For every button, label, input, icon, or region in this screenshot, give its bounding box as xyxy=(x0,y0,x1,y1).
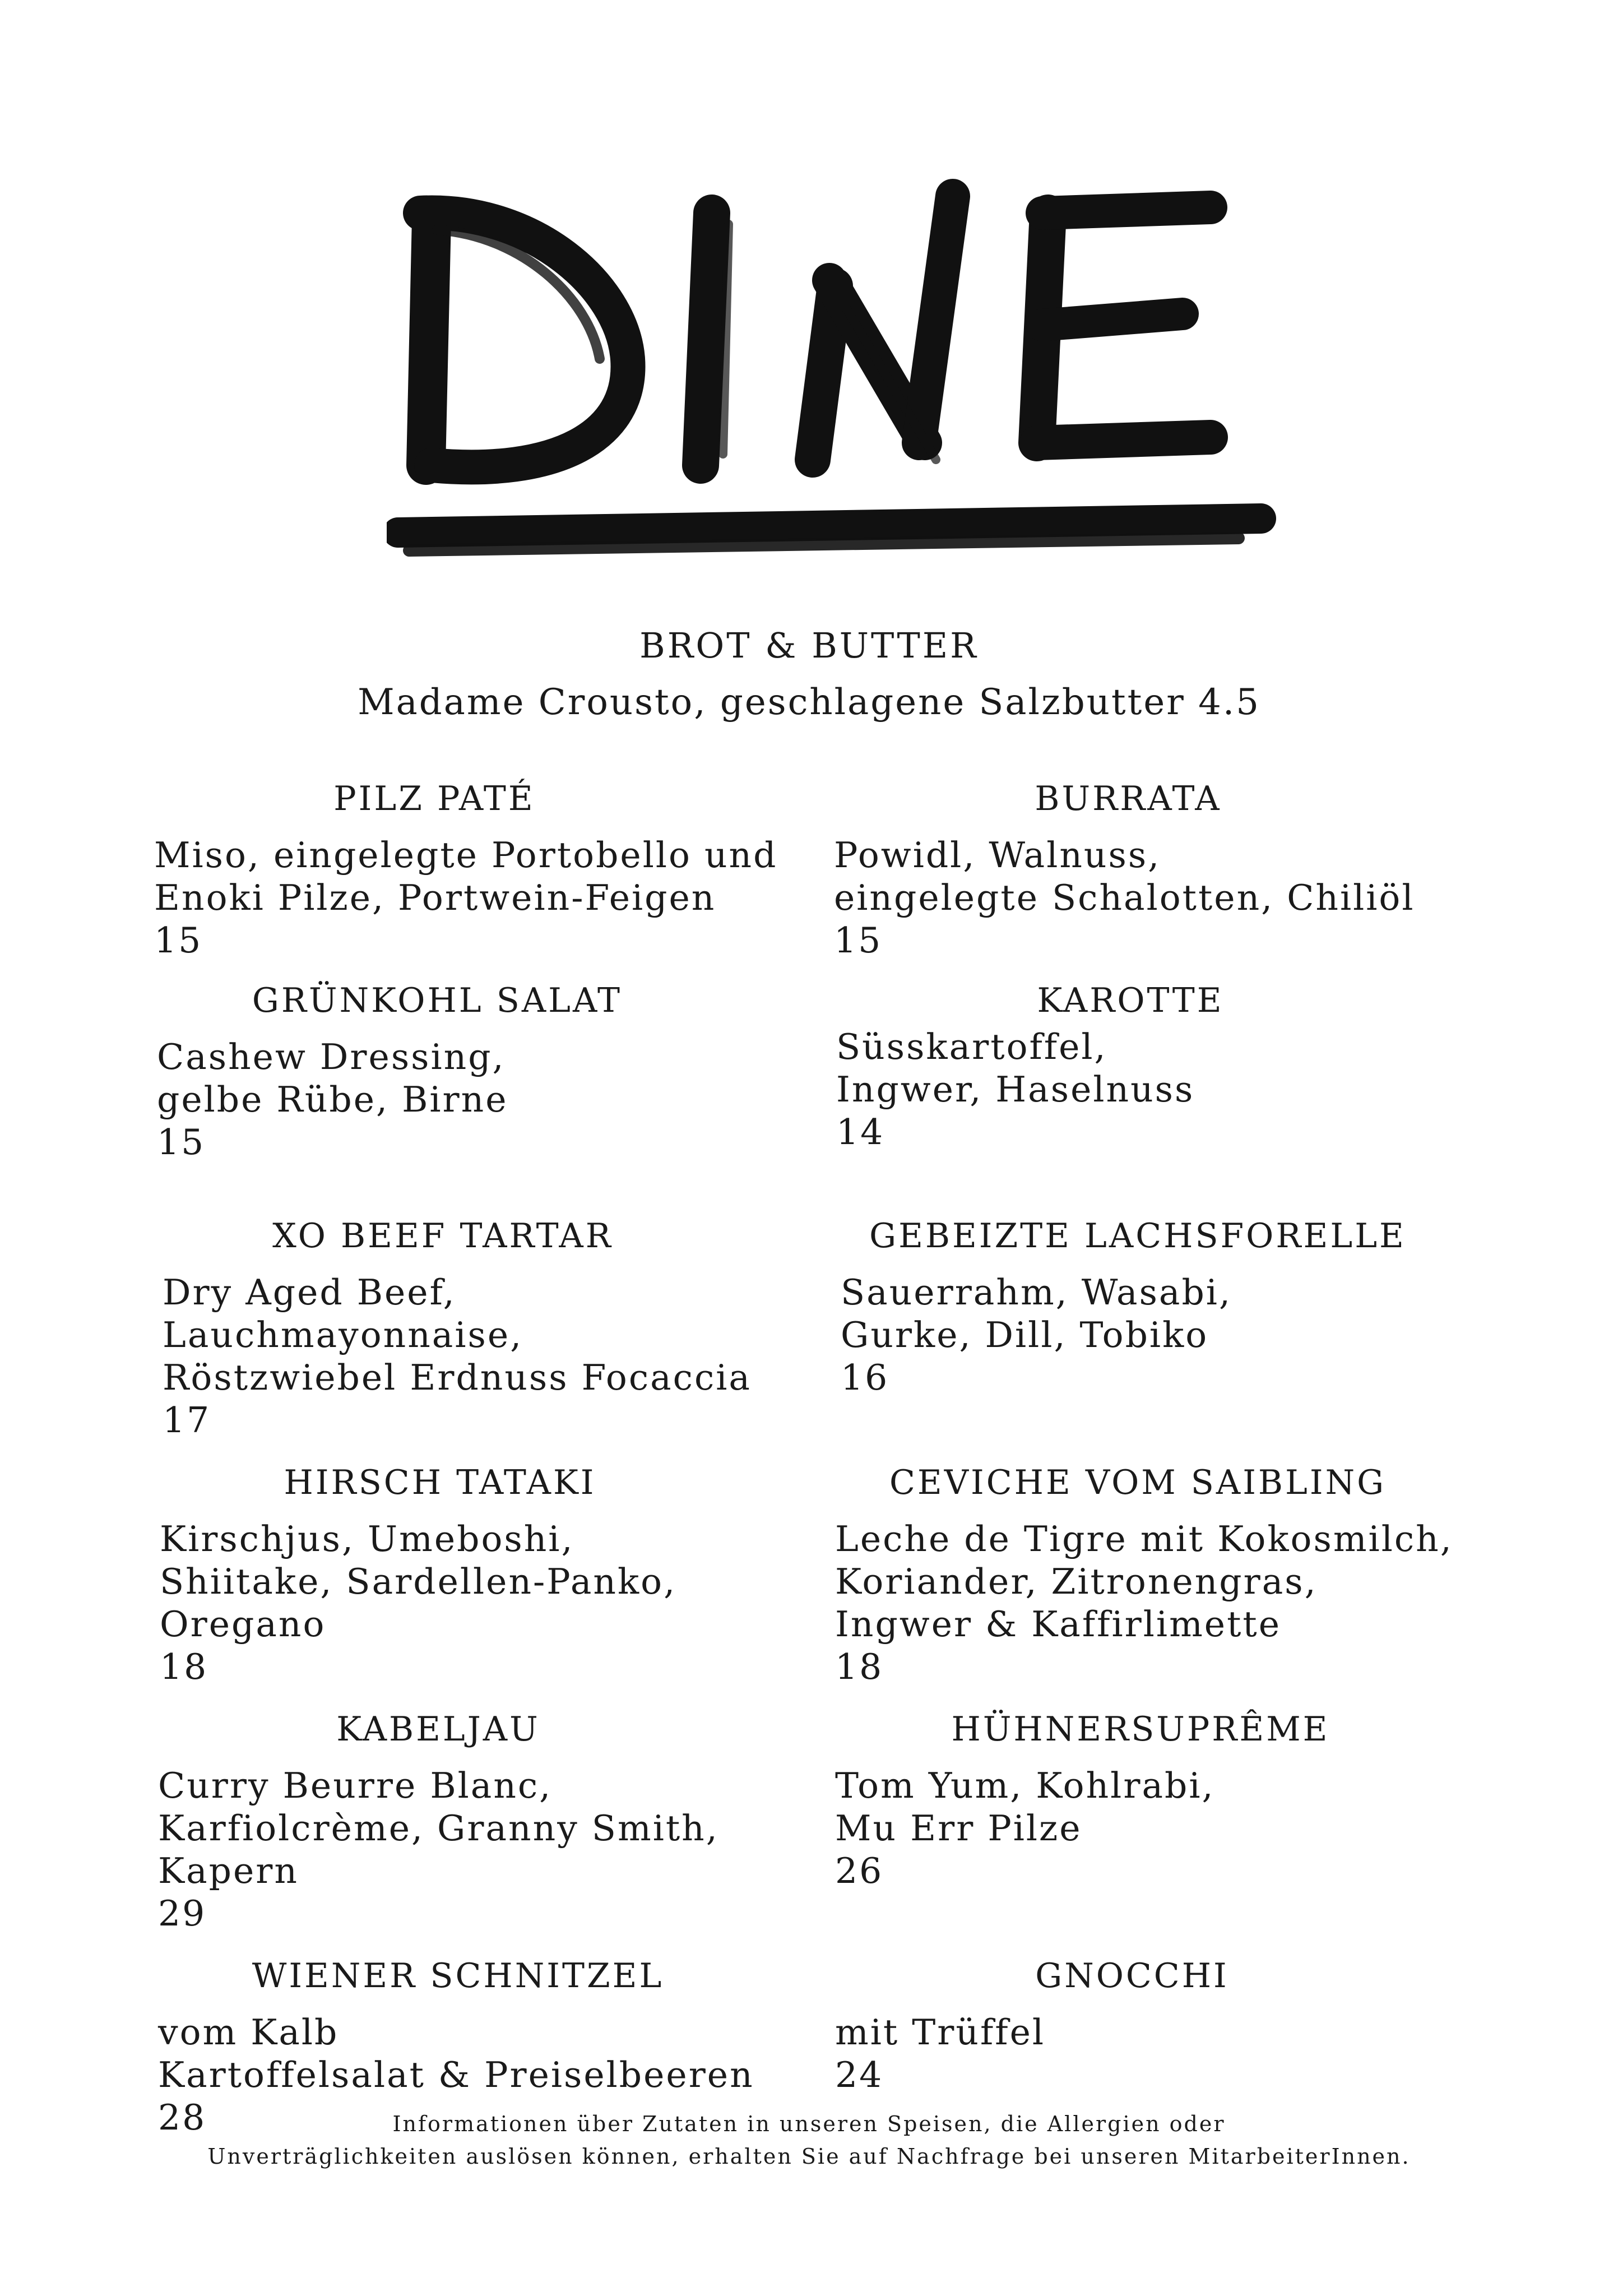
dish-ingredients xyxy=(158,1765,803,1892)
ingredient-line: Dry Aged Beef, xyxy=(163,1272,456,1313)
dish-price: 15 xyxy=(154,920,203,961)
dish-ceviche-vom-saibling xyxy=(835,1463,1564,1688)
dish-title: PILZ PATÉ xyxy=(333,779,535,818)
dish-ingredients xyxy=(834,834,1506,919)
dish-title: GEBEIZTE LACHSFORELLE xyxy=(869,1216,1406,1256)
ingredient-line: Süsskartoffel, xyxy=(836,1026,1107,1067)
dish-ingredients xyxy=(157,1036,773,1121)
dish-title: HIRSCH TATAKI xyxy=(284,1463,596,1502)
dish-price: 16 xyxy=(841,1357,889,1398)
dish-ingredients xyxy=(154,834,778,919)
dish-title: BURRATA xyxy=(1035,779,1222,818)
dish-title: KABELJAU xyxy=(336,1710,540,1749)
ingredient-line: Gurke, Dill, Tobiko xyxy=(841,1314,1209,1355)
dish-price: 15 xyxy=(834,920,883,961)
ingredient-line: Enoki Pilze, Portwein-Feigen xyxy=(154,877,716,918)
ingredient-line: Sauerrahm, Wasabi, xyxy=(841,1272,1232,1313)
ingredient-line: vom Kalb xyxy=(158,2012,339,2053)
dish-gruenkohl-salat xyxy=(157,981,773,1164)
dish-ingredients xyxy=(841,1271,1541,1357)
allergen-notice-line: Informationen über Zutaten in unseren Speisen, die Allergien oder xyxy=(392,2112,1226,2136)
ingredient-line: Miso, eingelegte Portobello und xyxy=(154,835,778,876)
dish-ingredients xyxy=(163,1271,807,1399)
dish-kabeljau xyxy=(158,1710,803,1935)
ingredient-line: Tom Yum, Kohlrabi, xyxy=(835,1765,1215,1806)
dish-price: 29 xyxy=(158,1893,207,1934)
ingredient-line: Lauchmayonnaise, xyxy=(163,1314,523,1355)
dish-xo-beef-tartar xyxy=(163,1216,807,1442)
intro-heading: BROT & BUTTER xyxy=(639,625,979,666)
intro-description: Madame Crousto, geschlagene Salzbutter 4.5 xyxy=(358,682,1260,723)
ingredient-line: Kirschjus, Umeboshi, xyxy=(160,1519,574,1559)
ingredient-line: Shiitake, Sardellen-Panko, xyxy=(160,1561,677,1602)
dish-ingredients xyxy=(835,2011,1508,2054)
dish-ingredients xyxy=(158,2011,803,2096)
ingredient-line: Kartoffelsalat & Preiselbeeren xyxy=(158,2054,754,2095)
dish-gnocchi xyxy=(835,1956,1508,2096)
dish-pilz-pate xyxy=(154,779,778,962)
dish-price: 28 xyxy=(158,2097,207,2138)
intro-section xyxy=(0,625,1618,723)
ingredient-line: eingelegte Schalotten, Chiliöl xyxy=(834,877,1415,918)
ingredient-line: Kapern xyxy=(158,1850,299,1891)
ingredient-line: mit Trüffel xyxy=(835,2012,1046,2053)
allergen-notice xyxy=(0,2108,1618,2173)
dish-price: 26 xyxy=(835,1850,884,1891)
dish-gebeizte-lachsforelle xyxy=(841,1216,1541,1399)
ingredient-line: Curry Beurre Blanc, xyxy=(158,1765,553,1806)
ingredient-line: Mu Err Pilze xyxy=(835,1808,1082,1849)
dish-huehnersupreme xyxy=(835,1710,1508,1892)
dish-price: 17 xyxy=(163,1400,211,1441)
dish-ingredients xyxy=(836,1026,1509,1111)
dine-logo-brush-lettering xyxy=(387,174,1283,600)
dish-title: HÜHNERSUPRÊME xyxy=(951,1710,1330,1749)
ingredient-line: Powidl, Walnuss, xyxy=(834,835,1161,876)
dish-title: GNOCCHI xyxy=(1035,1956,1229,1996)
dish-title: CEVICHE VOM SAIBLING xyxy=(889,1463,1386,1502)
dine-logo xyxy=(387,174,1283,600)
dish-price: 18 xyxy=(835,1646,884,1687)
ingredient-line: Oregano xyxy=(160,1604,326,1645)
ingredient-line: Cashew Dressing, xyxy=(157,1036,506,1077)
ingredient-line: Ingwer & Kaffirlimette xyxy=(835,1604,1282,1645)
dish-ingredients xyxy=(160,1518,804,1646)
dish-price: 18 xyxy=(160,1646,208,1687)
ingredient-line: Karfiolcrème, Granny Smith, xyxy=(158,1808,719,1849)
ingredient-line: Leche de Tigre mit Kokosmilch, xyxy=(835,1519,1453,1559)
dish-price: 24 xyxy=(835,2054,884,2095)
dish-title: KAROTTE xyxy=(1037,981,1224,1020)
dish-ingredients xyxy=(835,1765,1508,1850)
dish-title: WIENER SCHNITZEL xyxy=(252,1956,664,1996)
dish-title: GRÜNKOHL SALAT xyxy=(252,981,623,1020)
dish-burrata xyxy=(834,779,1506,962)
dish-karotte xyxy=(836,981,1509,1154)
dish-title: XO BEEF TARTAR xyxy=(272,1216,613,1256)
allergen-notice-line: Unverträglichkeiten auslösen können, erhalten Sie auf Nachfrage bei unseren MitarbeiterInnen. xyxy=(207,2144,1411,2169)
dish-ingredients xyxy=(835,1518,1564,1646)
ingredient-line: Ingwer, Haselnuss xyxy=(836,1069,1195,1110)
dish-hirsch-tataki xyxy=(160,1463,804,1688)
ingredient-line: Koriander, Zitronengras, xyxy=(835,1561,1318,1602)
ingredient-line: Röstzwiebel Erdnuss Focaccia xyxy=(163,1357,752,1398)
dish-price: 14 xyxy=(836,1112,885,1152)
dish-price: 15 xyxy=(157,1122,206,1163)
ingredient-line: gelbe Rübe, Birne xyxy=(157,1079,508,1120)
